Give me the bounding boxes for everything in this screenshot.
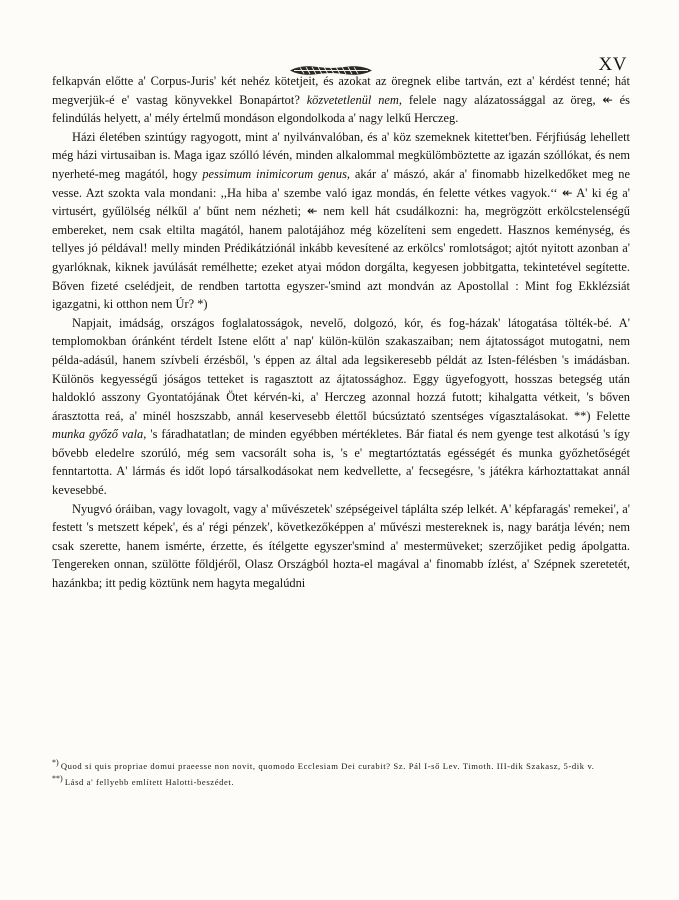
footnote-item xyxy=(52,757,630,772)
paragraph: Nyugvó óráiban, vagy lovagolt, vagy a' művészetek' szépségeivel táplálta szép lelkét. A' képfaragás' remekei', a' festett 's metszett képek', és a' régi pénzek', következőképpen a' művészi mestereknek is, nagy barátja lévén; nem csak szerette, hanem ismérte, érzette, és ítélgette egyszer'smind a' mestermüveket; szerzőjiket pedig ápolgatta. Tengereken onnan, szülötte főldjéről, Olasz Országból hozta-el magával a' finomabb ízlést, a' Szépnek szeretetét, hazánkba; itt pedig köztünk nem hagyta megalúdni xyxy=(52,501,630,591)
footnote-marker: *) xyxy=(52,758,59,767)
paragraph: felkapván előtte a' Corpus-Juris' két nehéz kötetjeit, és azokat az öregnek elibe tartván, ezt a' kérdést tenné; hát megverjük-é e' vastag könyvekkel Bonapártot? közvetetlenül nem, felele nagy alázatossággal az öreg, ↞ és felindúlás helyett, a' mély értelmű mondáson elgondolkoda a' nagy lelkű Herczeg. xyxy=(52,74,630,126)
footnote-text: Lásd a' fellyebb említett Halotti-beszédet. xyxy=(64,777,235,788)
footnote-text: Quod si quis propriae domui praeesse non novit, quomodo Ecclesiam Dei curabit? Sz. Pál I-ső Lev. Timoth. III-dik Szakasz, 5-dik v. xyxy=(60,760,595,771)
footnote-item xyxy=(52,773,630,788)
body-text xyxy=(52,72,630,593)
footnotes xyxy=(52,757,630,790)
paragraph: Napjait, imádság, országos foglalatosságok, nevelő, dolgozó, kór, és fog-házak' látogatása tölték-bé. A' templomokban óránként térdelt Istene előtt a' nap' külön-külön szakaszaiban; nem ájtatosságot mutogatni, nem példa-adásúl, hanem szívbeli érzésből, 's éppen az által ada legsikeresebb példát az Isten-félésben 's imádásban. Különös kegyességű jóságos tetteket is ragasztott az ájtatossághoz. Eggy ügyefogyott, hosszas betegség után haldokló asszony Gyontatójának Ötet kérvén-ki, a' Herczeg azonnal hozzá futott; kihalgatta vétkeit, 's bőven árasztotta reá, a' minél hoszszabb, annál keservesebb élettől búcsúztató szentséges vígasztalásokat. **) Felette munka győző vala, 's fáradhatatlan; de minden egyébben mértékletes. Bár fiatal és nem gyenge test alkotású 's így bővebb eledelre szorúló, még sem vacsorált soha is, 's e' megtartóztatás egésségét és munka győzhetőségét fenntartotta. A' lármás és időt lopó társalkodásokat nem kedvellette, a' fecsegésre, 's játékra kárhoztattakat annál kevesebbé. xyxy=(52,315,630,498)
paragraph: Házi életében szintúgy ragyogott, mint a' nyilvánvalóban, és a' köz szemeknek kitettet'ben. Férjfiúság lehellett még házi virtusaiban is. Maga igaz szólló lévén, minden alkalommal megkülömböztette az igazán szóllókat, és nem nyerheté-meg magától, hogy pessimum inimicorum genus, akár a' mászó, akár a' finomabb hizelkedőket meg ne vesse. Azt szokta vala mondani: ,,Ha hiba a' szembe való igaz mondás, én felette vétkes vagyok.‘‘ ↞ A' ki ég a' virtusért, gyűlölség nélkűl a' bűnt nem nézheti; ↞ nem kell hát csudálkozni: ha, megrögzött erkölcstelenségű embereket, nem csak eltilta magától, hanem palotájához még közelíteni sem engedett. Hasznos keménység, és tellyes jó példával! melly minden Prédikátziónál inkább kevesítené az erkölcs' romlotságot; ajtót nyitott azonban a' gyarlóknak, kiknek javúlását remélhette; ezeket atyai módon dorgálta, kegyesen jobbitgatta, tekintetével segítette. Bőven fizeté cselédjeit, de rendben tartotta egyszer-'smind azt mondván az Apostollal : Mint fog Ekklézsiát igazgatni, ki otthon nem Úr? *) xyxy=(52,129,631,312)
footnote-marker: **) xyxy=(52,774,63,784)
page-header xyxy=(0,28,679,75)
page-number: XV xyxy=(598,54,627,75)
